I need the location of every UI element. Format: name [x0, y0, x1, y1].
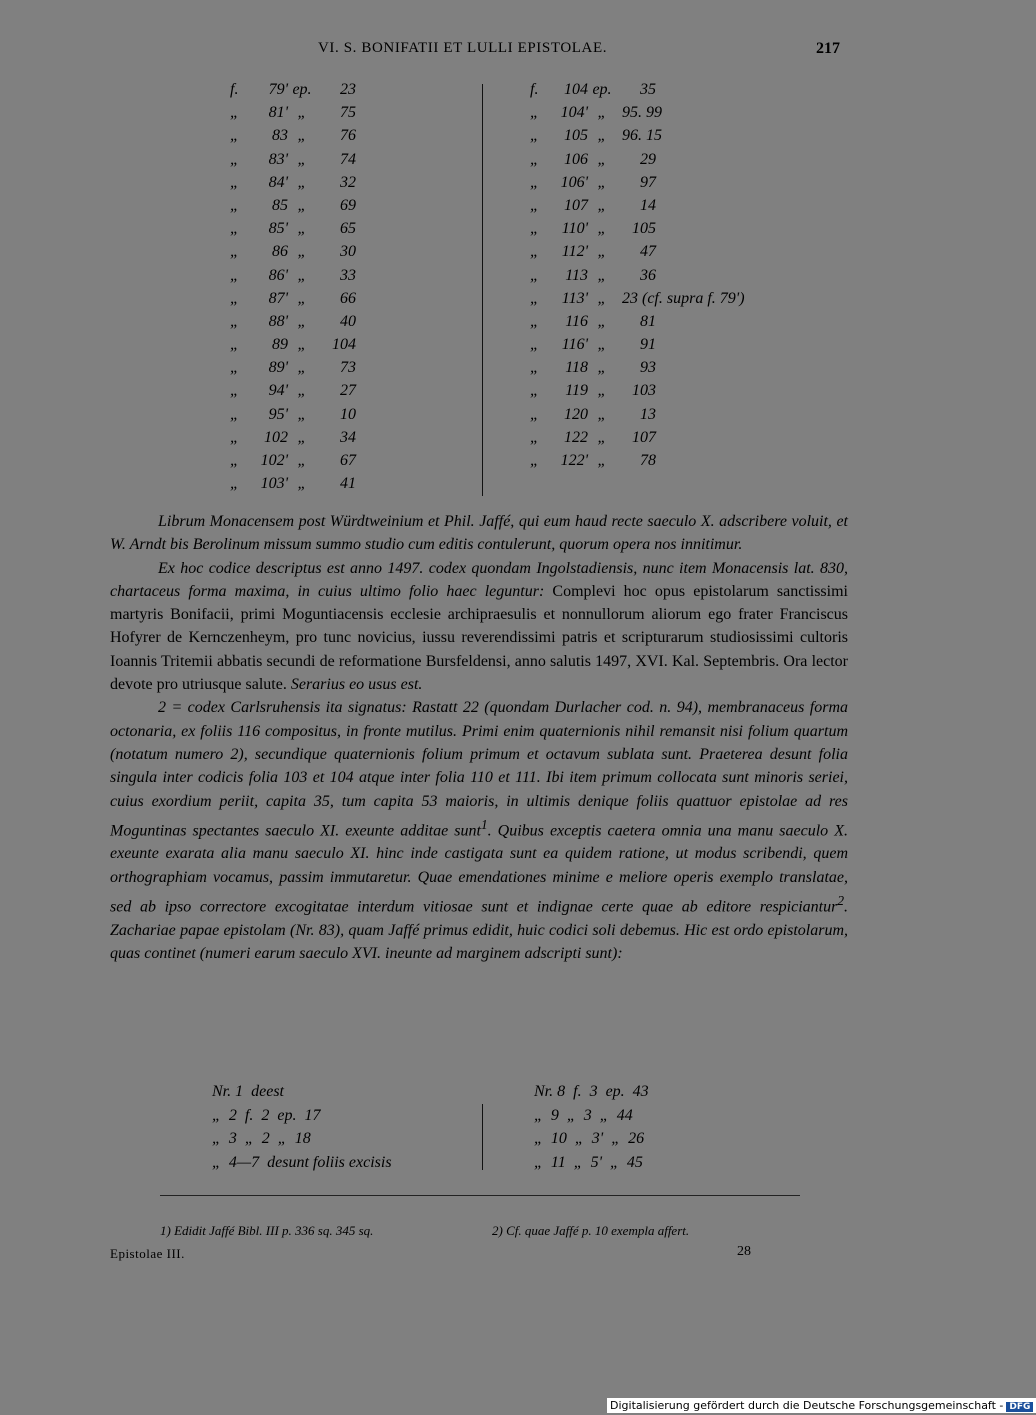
folio-row [230, 217, 356, 240]
folio-row [530, 310, 745, 333]
folio-f: „ [230, 336, 239, 354]
folio-ep: 95. 99 [622, 104, 662, 122]
folio-folio: 105 [564, 127, 588, 145]
order-table-right [534, 1080, 649, 1174]
folio-sep: „ [297, 475, 307, 493]
folio-row [530, 356, 745, 379]
folio-sep: „ [297, 104, 307, 122]
folio-folio: 119 [565, 382, 588, 400]
folio-row [230, 101, 356, 124]
order-row: „ 2 f. 2 ep. 17 [212, 1106, 321, 1124]
folio-sep: „ [597, 428, 607, 446]
folio-row [230, 310, 356, 333]
folio-row [530, 264, 745, 287]
folio-folio: 122' [560, 452, 588, 469]
folio-f: „ [230, 475, 239, 493]
folio-folio: 113' [561, 289, 588, 307]
folio-folio: 112' [561, 243, 588, 261]
folio-ep: 93 [640, 359, 656, 377]
folio-ep: 67 [340, 452, 356, 469]
folio-f: „ [230, 220, 239, 238]
folio-sep: „ [297, 220, 307, 238]
folio-ep: 30 [340, 243, 356, 261]
folio-f: „ [230, 359, 239, 377]
order-row: „ 11 „ 5' „ 45 [534, 1153, 643, 1171]
folio-f: „ [230, 196, 239, 214]
folio-sep: „ [597, 127, 607, 145]
folio-ep: 13 [640, 405, 656, 423]
folio-ep: 29 [640, 150, 656, 168]
order-divider [482, 1104, 483, 1170]
paragraph-2-quote: Complevi hoc opus epistolarum sanctissimi martyris Bonifacii, primi Moguntiacensis ecclesie archipraesulis et nonnullorum aliorum ego frater Franciscus Hofyrer de Kernczenheym, pro tunc novicius, iussu reverendissimi patris et scripturarum studiosissimi cultoris Ioannis Tritemii abbatis secundi de reformatione Bursfeldensi, anno salutis 1497, XVI. Kal. Septembris. Ora lector devote pro utriusque salute. [110, 582, 848, 694]
folio-ep: 47 [640, 243, 656, 261]
paragraph-2-italic: Ex hoc codice descriptus est anno 1497. codex quondam Ingolstadiensis, nunc item Monacensis lat. 830, chartaceus forma maxima, in cuius ultimo folio haec leguntur: [110, 559, 848, 600]
folio-folio: 118 [565, 359, 588, 377]
folio-f: „ [530, 382, 539, 400]
folio-ep: 78 [640, 452, 656, 469]
folio-f: „ [230, 312, 239, 330]
folio-f: „ [230, 127, 239, 145]
folio-folio: 86' [268, 266, 288, 284]
folio-ep: 41 [340, 475, 356, 493]
folio-ep: 74 [340, 150, 356, 168]
order-row: „ 10 „ 3' „ 26 [534, 1130, 645, 1147]
folio-row [230, 356, 356, 379]
folio-f: „ [230, 428, 239, 446]
folio-row [530, 78, 745, 101]
folio-ep: 14 [640, 196, 656, 214]
folio-sep: „ [597, 150, 607, 168]
order-row: „ 9 „ 3 „ 44 [534, 1106, 633, 1124]
folio-folio: 116' [561, 336, 588, 354]
paragraph-1: Librum Monacensem post Würdtweinium et Phil. Jaffé, qui eum haud recte saeculo X. adscribere voluit, et W. Arndt bis Berolinum missum summo studio cum editis contulerunt, quorum opera nos innitimur. [110, 513, 848, 554]
folio-f: f. [530, 81, 539, 98]
folio-row [230, 333, 356, 356]
folio-folio: 87' [268, 289, 288, 307]
order-row: „ 3 „ 2 „ 18 [212, 1130, 311, 1147]
dfg-logo: DFG [1006, 1402, 1033, 1412]
folio-folio: 113 [565, 266, 588, 284]
folio-folio: 116 [565, 312, 588, 330]
folio-folio: 102' [260, 452, 288, 469]
folio-row [230, 287, 356, 310]
folio-sep: ep. [292, 81, 312, 98]
folio-f: „ [530, 127, 539, 145]
folio-row [530, 240, 745, 263]
folio-ep: 73 [340, 359, 356, 377]
order-row: „ 4—7 desunt foliis excisis [212, 1153, 392, 1171]
footnote-rule [160, 1195, 800, 1196]
folio-row [530, 403, 745, 426]
folio-ep: 23 (cf. supra f. 79') [622, 289, 745, 307]
folio-row [530, 217, 745, 240]
folio-ep: 65 [340, 220, 356, 238]
folio-row [230, 264, 356, 287]
folio-ep: 23 [340, 81, 356, 98]
folio-f: „ [230, 405, 239, 423]
folio-sep: „ [597, 104, 607, 122]
folio-ep: 32 [340, 173, 356, 191]
dfg-text: Digitalisierung gefördert durch die Deutsche Forschungsgemeinschaft - [610, 1399, 1004, 1412]
folio-row [530, 171, 745, 194]
folio-sep: „ [297, 173, 307, 191]
folio-folio: 89' [268, 359, 288, 377]
folio-sep: „ [297, 243, 307, 261]
running-header [0, 38, 1000, 62]
folio-sep: „ [297, 266, 307, 284]
folio-ep: 97 [640, 173, 656, 191]
folio-sep: „ [297, 150, 307, 168]
folio-row [530, 101, 745, 124]
folio-row [530, 379, 745, 402]
folio-f: „ [230, 266, 239, 284]
folio-f: „ [230, 173, 239, 191]
folio-ep: 10 [340, 405, 356, 423]
folio-sep: „ [597, 405, 607, 423]
paragraph-3 [110, 696, 848, 965]
folio-sep: „ [597, 196, 607, 214]
folio-ep: 91 [640, 336, 656, 354]
folio-row [230, 449, 356, 472]
folio-folio: 85 [272, 196, 288, 214]
folio-folio: 84' [268, 173, 288, 191]
folio-row [230, 379, 356, 402]
folio-folio: 106 [564, 150, 588, 168]
page-number: 217 [816, 40, 840, 57]
footnote-ref-1: 1 [480, 816, 488, 832]
folio-sep: „ [597, 452, 607, 469]
folio-ep: 66 [340, 289, 356, 307]
folio-f: „ [530, 243, 539, 261]
running-title: VI. S. BONIFATII ET LULLI EPISTOLAE. [318, 40, 608, 56]
folio-ep: 33 [340, 266, 356, 284]
folio-folio: 95' [268, 405, 288, 423]
paragraph-3-b: . Quibus exceptis caetera omnia una manu saeculo X. exeunte exarata alia manu saeculo XI. hinc inde castigata sunt ea quidem ratione, ut modus scribendi, quem orthographiam vocamus, passim immutaretur. Quae emendationes minime e meliore operis exemplo translatae, sed ab ipso correctore excogitatae interdum vitiosae sunt et indignae certe quae ab editore respiciantur [110, 822, 848, 916]
folio-folio: 106' [560, 173, 588, 191]
folio-ep: 81 [640, 312, 656, 330]
folio-folio: 110' [561, 220, 588, 238]
folio-f: „ [530, 452, 539, 469]
folio-f: „ [530, 220, 539, 238]
folio-row [530, 148, 745, 171]
folio-f: „ [530, 428, 539, 446]
folio-ep: 105 [632, 220, 656, 238]
folio-row [530, 449, 745, 472]
folio-ep: 103 [632, 382, 656, 400]
order-row: Nr. 1 deest [212, 1083, 284, 1100]
folio-f: „ [230, 104, 239, 122]
folio-ep: 104 [332, 336, 356, 354]
folio-ep: 75 [340, 104, 356, 122]
main-text [110, 510, 848, 965]
folio-folio: 79' [268, 81, 288, 98]
folio-row [530, 194, 745, 217]
folio-f: „ [530, 266, 539, 284]
folio-row [230, 78, 356, 101]
order-table-left [212, 1080, 392, 1174]
folio-folio: 85' [268, 220, 288, 238]
folio-ep: 107 [632, 428, 656, 446]
folio-folio: 94' [268, 382, 288, 400]
folio-row [530, 287, 745, 310]
folio-ep: 36 [640, 266, 656, 284]
paragraph-3-c: . Zachariae papae epistolam (Nr. 83), quam Jaffé primus edidit, huic codici soli debemus. Hic est ordo epistolarum, quas continet (numeri earum saeculo XVI. ineunte ad marginem adscripti sunt): [110, 898, 848, 962]
footnote-1: 1) Edidit Jaffé Bibl. III p. 336 sq. 345 sq. [160, 1223, 374, 1238]
folio-ep: 96. 15 [622, 127, 662, 145]
folio-f: „ [230, 243, 239, 261]
folio-sep: „ [597, 266, 607, 284]
folio-sep: „ [297, 336, 307, 354]
folio-f: „ [230, 382, 239, 400]
folio-table-left [230, 78, 356, 495]
folio-row [230, 240, 356, 263]
folio-f: „ [530, 359, 539, 377]
folio-row [230, 194, 356, 217]
paragraph-3-a: 2 = codex Carlsruhensis ita signatus: Rastatt 22 (quondam Durlacher cod. n. 94), membranaceus forma octonaria, ex foliis 116 compositus, in fronte mutilus. Primi enim quaternionis nihil remansit nisi folium quartum (notatum numero 2), secundique quaternionis folium primum et octavum sublata sunt. Praeterea desunt folia singula inter codicis folia 103 et 104 atque inter folia 110 et 111. Ibi item primum collocata sunt minoris seriei, cuius exordium periit, capita 35, tum capita 53 maioris, in ultimis denique foliis quattuor epistolae ad res Moguntinas spectantes saeculo XI. exeunte additae sunt [110, 699, 848, 840]
folio-ep: 69 [340, 196, 356, 214]
signature-number: 28 [737, 1244, 751, 1259]
folio-folio: 103' [260, 475, 288, 493]
folio-sep: „ [297, 312, 307, 330]
folio-ep: 76 [340, 127, 356, 145]
folio-row [230, 124, 356, 147]
folio-row [530, 426, 745, 449]
folio-folio: 104' [560, 104, 588, 122]
folio-row [230, 403, 356, 426]
folio-sep: „ [597, 336, 607, 354]
paragraph-2 [110, 557, 848, 697]
footnote-2: 2) Cf. quae Jaffé p. 10 exempla affert. [492, 1223, 690, 1238]
folio-folio: 83 [272, 127, 288, 145]
folio-sep: „ [297, 428, 307, 446]
folio-row [230, 171, 356, 194]
folio-f: „ [230, 452, 239, 469]
folio-sep: „ [597, 220, 607, 238]
folio-folio: 104 [564, 81, 588, 98]
folio-folio: 83' [268, 150, 288, 168]
folio-sep: „ [297, 382, 307, 400]
footnote-ref-2: 2 [837, 893, 844, 909]
folio-folio: 81' [268, 104, 288, 122]
folio-sep: „ [297, 359, 307, 377]
signature-label: Epistolae III. [110, 1246, 185, 1261]
folio-f: „ [530, 312, 539, 330]
folio-ep: 40 [340, 312, 356, 330]
folio-ep: 27 [340, 382, 356, 400]
folio-f: „ [530, 150, 539, 168]
folio-row [230, 472, 356, 495]
folio-sep: „ [597, 359, 607, 377]
folio-sep: „ [597, 382, 607, 400]
folio-f: f. [230, 81, 239, 98]
folio-ep: 34 [340, 428, 356, 446]
folio-folio: 88' [268, 312, 288, 330]
folio-sep: „ [297, 405, 307, 423]
folio-sep: „ [297, 452, 307, 469]
folio-f: „ [530, 289, 539, 307]
folio-sep: „ [297, 196, 307, 214]
folio-folio: 122 [564, 428, 588, 446]
folio-sep: „ [297, 289, 307, 307]
folio-f: „ [530, 104, 539, 122]
folio-folio: 102 [264, 428, 288, 446]
folio-f: „ [530, 173, 539, 191]
folio-sep: „ [297, 127, 307, 145]
paragraph-2-tail: Serarius eo usus est. [286, 676, 423, 694]
folio-f: „ [530, 405, 539, 423]
folio-row [230, 426, 356, 449]
folio-sep: „ [597, 173, 607, 191]
folio-folio: 107 [564, 196, 588, 214]
folio-row [230, 148, 356, 171]
order-row: Nr. 8 f. 3 ep. 43 [534, 1083, 649, 1100]
folio-sep: „ [597, 312, 607, 330]
folio-folio: 86 [272, 243, 288, 261]
folio-sep: „ [597, 243, 607, 261]
column-divider [482, 84, 483, 496]
folio-row [530, 333, 745, 356]
folio-ep: 35 [640, 81, 656, 98]
folio-row [530, 124, 745, 147]
folio-f: „ [230, 150, 239, 168]
folio-table-right [530, 78, 745, 472]
folio-f: „ [230, 289, 239, 307]
folio-f: „ [530, 196, 539, 214]
dfg-notice [607, 1398, 1036, 1413]
folio-sep: „ [597, 289, 607, 307]
folio-folio: 120 [564, 405, 588, 423]
folio-sep: ep. [592, 81, 612, 98]
folio-f: „ [530, 336, 539, 354]
folio-folio: 89 [272, 336, 288, 354]
